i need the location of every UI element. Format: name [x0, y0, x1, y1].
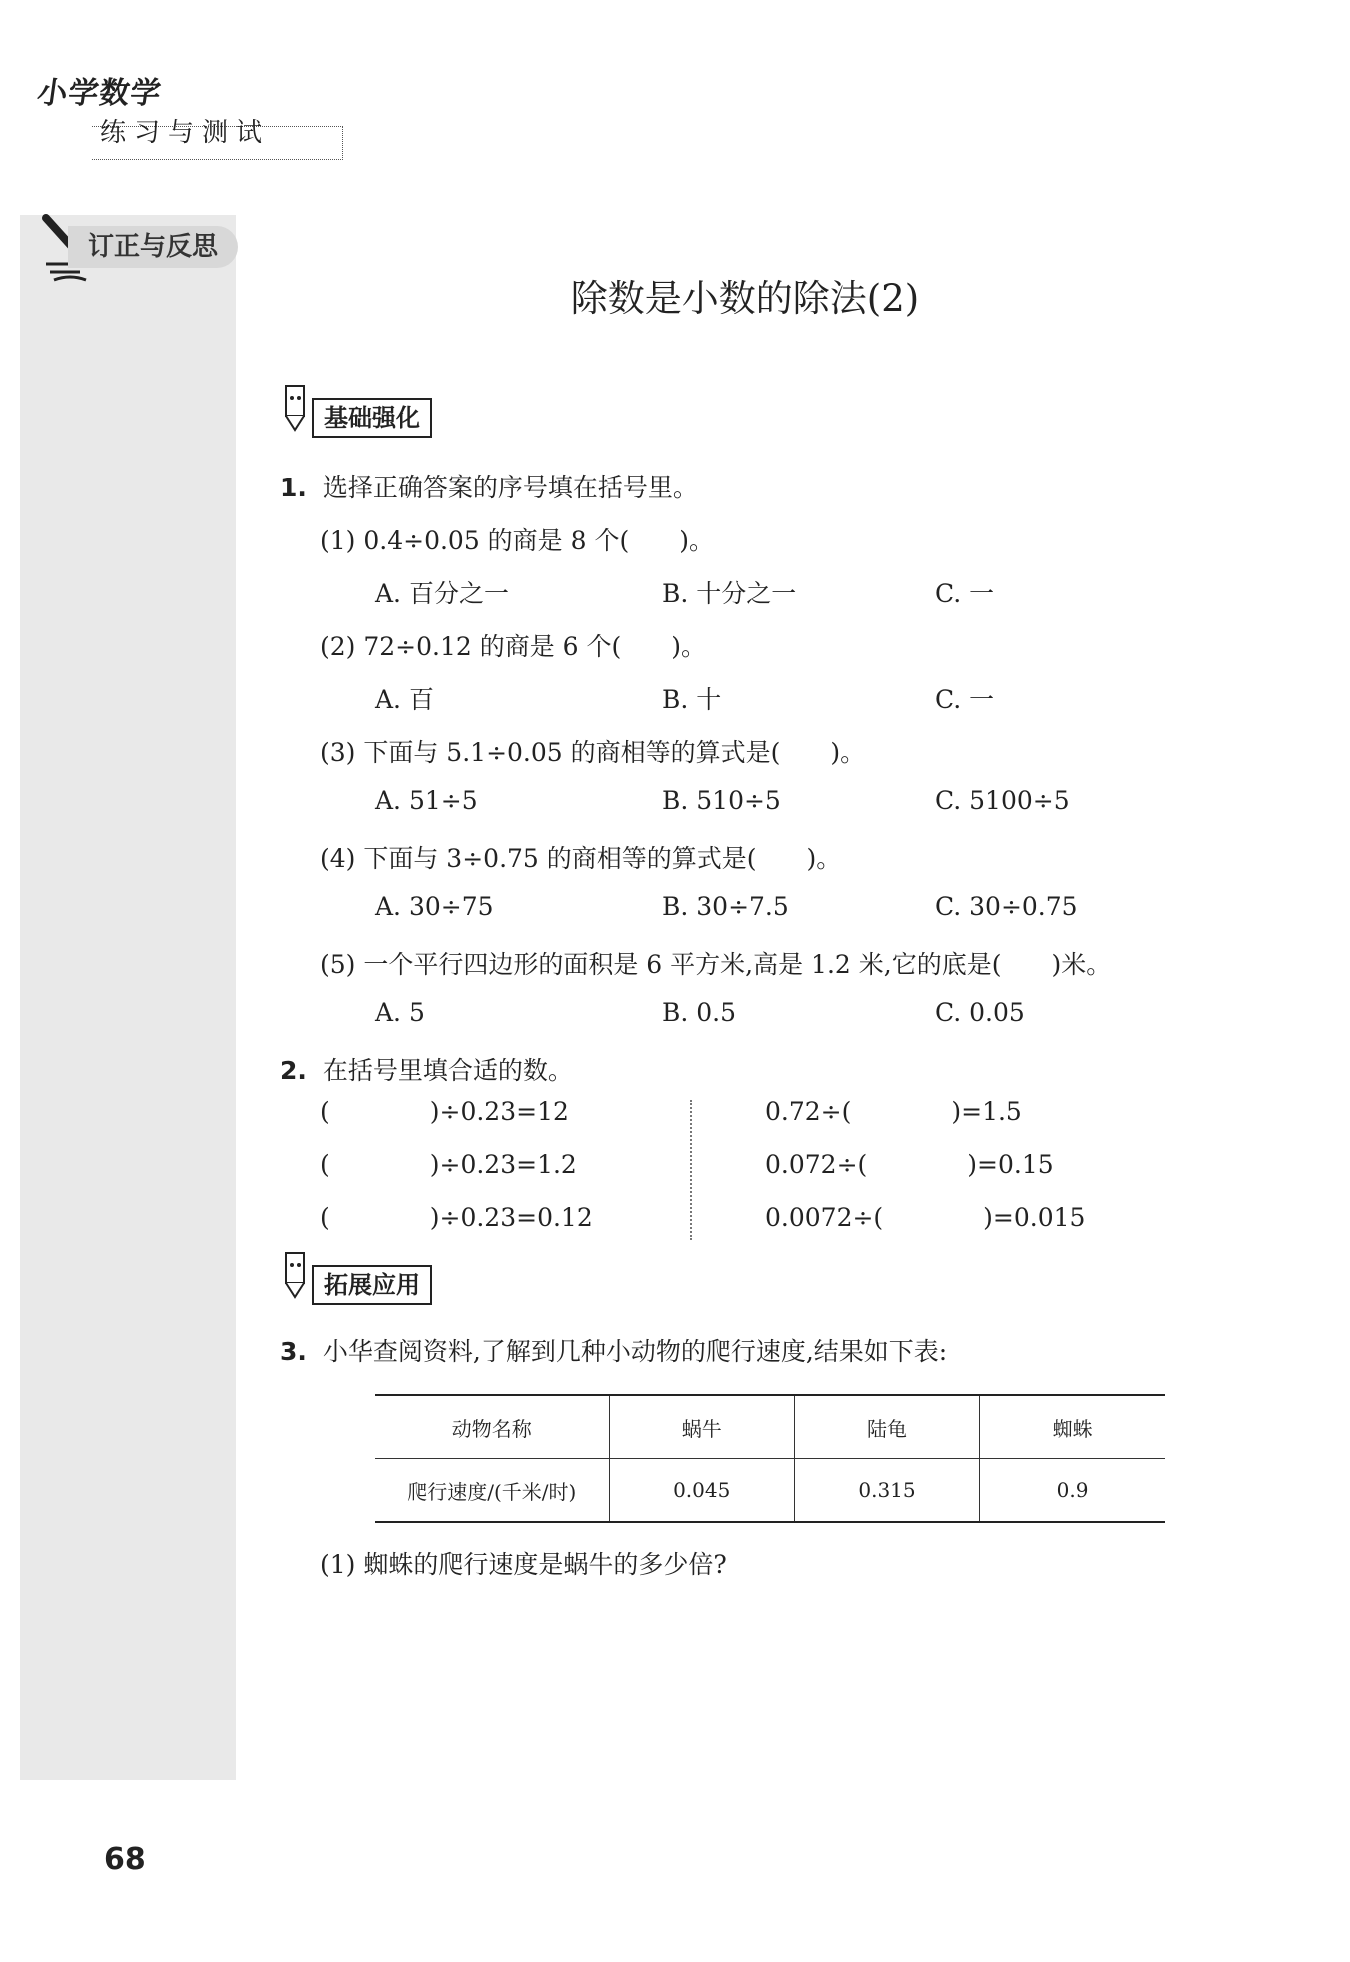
q2-left-eq3[interactable]: ( )÷0.23=0.12: [320, 1203, 593, 1232]
q1-item2-stem: (2) 72÷0.12 的商是 6 个( )。: [320, 632, 707, 661]
q1-item4-option-c[interactable]: C. 30÷0.75: [935, 892, 1078, 921]
section-basic: [280, 398, 520, 438]
series-subtitle: 练习与测试: [100, 118, 271, 148]
table-header-cell: 动物名称: [375, 1396, 609, 1459]
section-basic-label: 基础强化: [312, 398, 432, 438]
question-2-number: 2.: [280, 1056, 307, 1085]
q1-item5-option-a[interactable]: A. 5: [375, 998, 425, 1027]
q1-item2-option-a[interactable]: A. 百: [375, 685, 434, 714]
table-header-cell: 蜗牛: [609, 1396, 794, 1459]
reflection-sidebar: [20, 215, 236, 1780]
q1-item2-option-b[interactable]: B. 十: [662, 685, 722, 714]
table-cell: 0.9: [980, 1459, 1165, 1522]
q2-right-eq1[interactable]: 0.72÷( )=1.5: [765, 1097, 1022, 1126]
q1-item3-option-a[interactable]: A. 51÷5: [375, 786, 478, 815]
question-3-heading: [280, 1332, 947, 1368]
table-header-cell: 陆龟: [794, 1396, 979, 1459]
q1-item4-stem: (4) 下面与 3÷0.75 的商相等的算式是( )。: [320, 844, 842, 873]
q1-item4-option-a[interactable]: A. 30÷75: [375, 892, 494, 921]
q1-item3-stem: (3) 下面与 5.1÷0.05 的商相等的算式是( )。: [320, 738, 866, 767]
table-cell: 爬行速度/(千米/时): [407, 1479, 577, 1504]
q1-item5-option-b[interactable]: B. 0.5: [662, 998, 737, 1027]
q1-item5-stem: (5) 一个平行四边形的面积是 6 平方米,高是 1.2 米,它的底是( )米。: [320, 950, 1112, 979]
q2-right-eq2[interactable]: 0.072÷( )=0.15: [765, 1150, 1054, 1179]
pencil-mascot-icon: [280, 1251, 310, 1299]
question-1-heading: [280, 468, 698, 504]
pencil-mascot-icon: [280, 384, 310, 432]
question-1-number: 1.: [280, 473, 307, 502]
q1-item3-option-b[interactable]: B. 510÷5: [662, 786, 781, 815]
q1-item1-option-a[interactable]: A. 百分之一: [375, 579, 509, 608]
section-extend-label: 拓展应用: [312, 1265, 432, 1305]
q2-left-eq1[interactable]: ( )÷0.23=12: [320, 1097, 569, 1126]
table-cell: 0.315: [794, 1459, 979, 1522]
q1-item4-option-b[interactable]: B. 30÷7.5: [662, 892, 789, 921]
q1-item2-option-c[interactable]: C. 一: [935, 685, 995, 714]
question-2-text: 在括号里填合适的数。: [322, 1056, 573, 1085]
q1-item3-option-c[interactable]: C. 5100÷5: [935, 786, 1070, 815]
speed-table: [375, 1394, 1165, 1523]
question-3-text: 小华查阅资料,了解到几种小动物的爬行速度,结果如下表:: [322, 1337, 948, 1366]
table-header-cell: 蜘蛛: [980, 1396, 1165, 1459]
q1-item1-option-c[interactable]: C. 一: [935, 579, 995, 608]
series-logo: 小学数学: [35, 76, 164, 111]
page-number: 68: [104, 1842, 146, 1877]
question-3-number: 3.: [280, 1337, 307, 1366]
table-header-row: [375, 1396, 1165, 1459]
q2-divider: [690, 1100, 692, 1240]
sidebar-label: 订正与反思: [68, 226, 238, 268]
question-2-heading: [280, 1051, 573, 1087]
q1-item1-stem: (1) 0.4÷0.05 的商是 8 个( )。: [320, 526, 714, 555]
question-1-text: 选择正确答案的序号填在括号里。: [322, 473, 698, 502]
q2-right-eq3[interactable]: 0.0072÷( )=0.015: [765, 1203, 1086, 1232]
q1-item5-option-c[interactable]: C. 0.05: [935, 998, 1025, 1027]
table-cell: 0.045: [609, 1459, 794, 1522]
q3-subquestion-1: (1) 蜘蛛的爬行速度是蜗牛的多少倍?: [320, 1550, 727, 1579]
table-row: [375, 1459, 1165, 1522]
section-extend: [280, 1265, 520, 1305]
q2-left-eq2[interactable]: ( )÷0.23=1.2: [320, 1150, 577, 1179]
q1-item1-option-b[interactable]: B. 十分之一: [662, 579, 797, 608]
page-title: 除数是小数的除法(2): [570, 277, 920, 320]
